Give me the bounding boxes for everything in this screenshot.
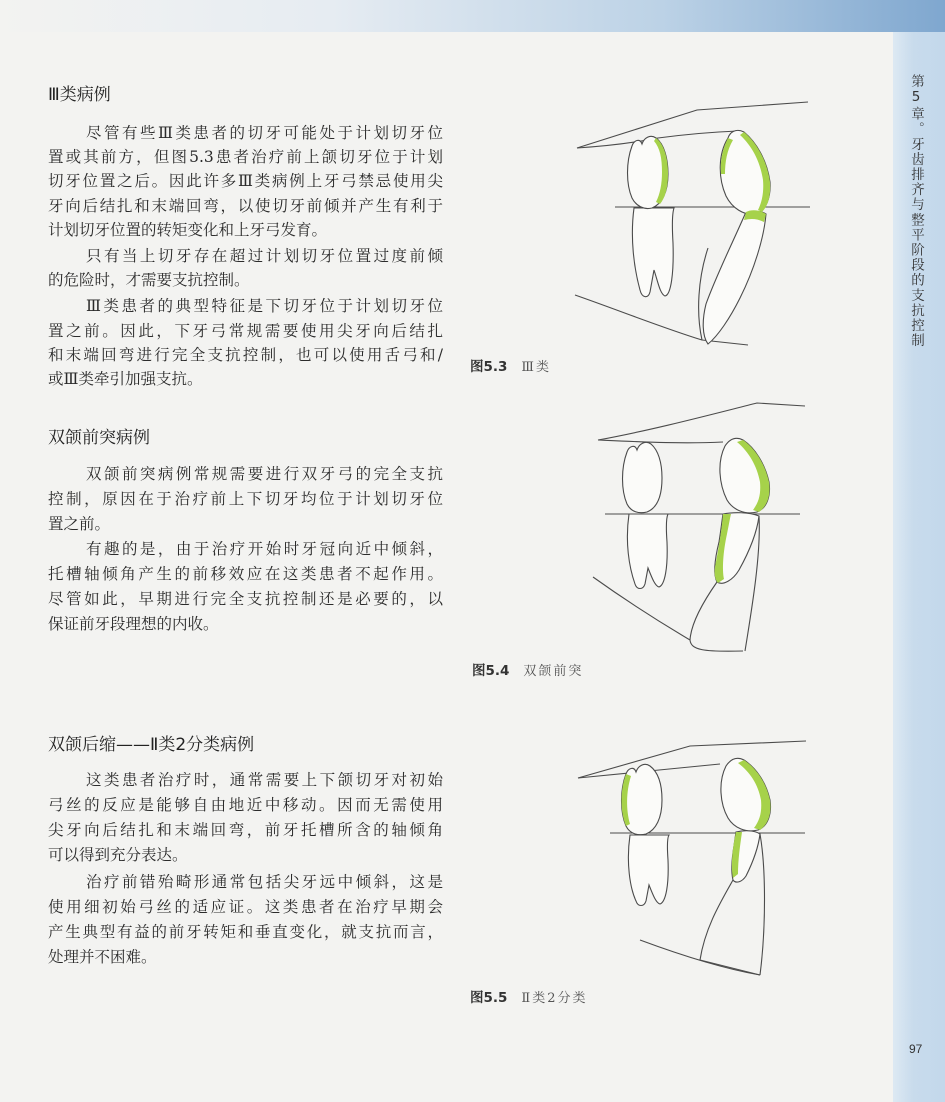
section-heading-bimaxillary-protrusion: 双颌前突病例 — [48, 428, 150, 448]
section-body-bimaxillary-retrusion — [48, 768, 443, 970]
text-line: 产生典型有益的前牙转矩和垂直变化，就支抗而言， — [48, 923, 443, 941]
upper-jaw-outline — [578, 741, 806, 778]
text-line: 尖牙向后结扎和末端回弯，前牙托槽所含的轴倾角 — [48, 821, 443, 839]
paragraph — [48, 244, 443, 292]
text-line: 治疗前错殆畸形通常包括尖牙远中倾斜，这是 — [86, 873, 443, 891]
palatal-arch-line — [598, 440, 723, 443]
figure-caption-text: 双颌前突 — [523, 664, 584, 679]
figure-5-4-caption — [472, 661, 583, 679]
text-line: 控制，原因在于治疗前上下切牙均位于计划切牙位 — [48, 490, 443, 508]
paragraph — [48, 121, 443, 242]
text-line: 保证前牙段理想的内收。 — [48, 615, 219, 633]
text-line: 置之前。 — [48, 515, 111, 533]
text-line: 处理并不困难。 — [48, 948, 157, 966]
text-line: 可以得到充分表达。 — [48, 846, 188, 864]
lower-canine — [627, 514, 668, 589]
lower-jaw-outline — [593, 577, 743, 651]
text-line: 使用细初始弓丝的适应证。这类患者在治疗早期会 — [48, 898, 443, 916]
text-line: 尽管如此，早期进行完全支抗控制还是必要的，以 — [48, 590, 443, 608]
text-line: 双颌前突病例常规需要进行双牙弓的完全支抗 — [86, 465, 443, 483]
figure-label: 图5.4 — [472, 663, 510, 679]
figure-5-4-drawing — [573, 402, 808, 654]
text-line: 或Ⅲ类牵引加强支抗。 — [48, 369, 203, 388]
text-line: 托槽轴倾角产生的前移效应在这类患者不起作用。 — [48, 565, 443, 583]
section-heading-class-iii: Ⅲ类病例 — [48, 85, 111, 105]
text-line: 弓丝的反应是能够自由地近中移动。因而无需使用 — [48, 796, 443, 814]
text-line: 置或其前方，但图5.3患者治疗前上颌切牙位于计划 — [48, 148, 443, 167]
section-heading-bimaxillary-retrusion: 双颌后缩——Ⅱ类2分类病例 — [48, 735, 255, 755]
text-line: 尽管有些Ⅲ类患者的切牙可能处于计划切牙位 — [86, 124, 443, 142]
figure-label: 图5.3 — [470, 359, 508, 375]
text-line: 牙向后结扎和末端回弯，以使切牙前倾并产生有利于 — [48, 196, 443, 215]
section-body-bimaxillary-protrusion — [48, 462, 443, 637]
figure-5-5-drawing — [570, 738, 815, 990]
text-line: 的危险时，才需要支抗控制。 — [48, 271, 250, 290]
text-line: 有趣的是，由于治疗开始时牙冠向近中倾斜， — [86, 540, 443, 558]
figure-5-3-caption — [470, 357, 551, 375]
figure-caption-text: Ⅱ类2分类 — [521, 991, 588, 1006]
text-line: 计划切牙位置的转矩变化和上牙弓发育。 — [48, 220, 328, 239]
text-line: 和末端回弯进行完全支抗控制，也可以使用舌弓和/ — [48, 345, 443, 364]
lower-canine — [628, 835, 669, 906]
text-line: 这类患者治疗时，通常需要上下颌切牙对初始 — [86, 771, 443, 789]
paragraph — [48, 870, 443, 970]
page-number: 97 — [909, 1042, 923, 1056]
top-color-bar — [0, 0, 945, 32]
paragraph — [48, 462, 443, 537]
chapter-tab-title: 第5章。牙齿排齐与整平阶段的支抗控制 — [908, 74, 924, 349]
upper-jaw-outline — [598, 403, 805, 440]
figure-5-5-caption — [470, 988, 588, 1006]
upper-jaw-outline — [577, 102, 808, 148]
figure-label: 图5.5 — [470, 990, 508, 1006]
paragraph — [48, 537, 443, 637]
figure-caption-text: Ⅲ类 — [521, 360, 551, 375]
upper-canine — [623, 442, 663, 512]
figure-5-3-drawing — [568, 98, 813, 350]
text-line: 切牙位置之后。因此许多Ⅲ类病例上牙弓禁忌使用尖 — [48, 172, 443, 191]
text-line: 置之前。因此，下牙弓常规需要使用尖牙向后结扎 — [48, 321, 443, 340]
lower-canine — [632, 208, 674, 297]
section-body-class-iii — [48, 121, 443, 391]
paragraph — [48, 768, 443, 868]
text-line: 只有当上切牙存在超过计划切牙位置过度前倾 — [86, 246, 443, 265]
paragraph — [48, 294, 443, 391]
text-line: Ⅲ类患者的典型特征是下切牙位于计划切牙位 — [86, 297, 443, 316]
lower-incisor — [703, 211, 766, 344]
